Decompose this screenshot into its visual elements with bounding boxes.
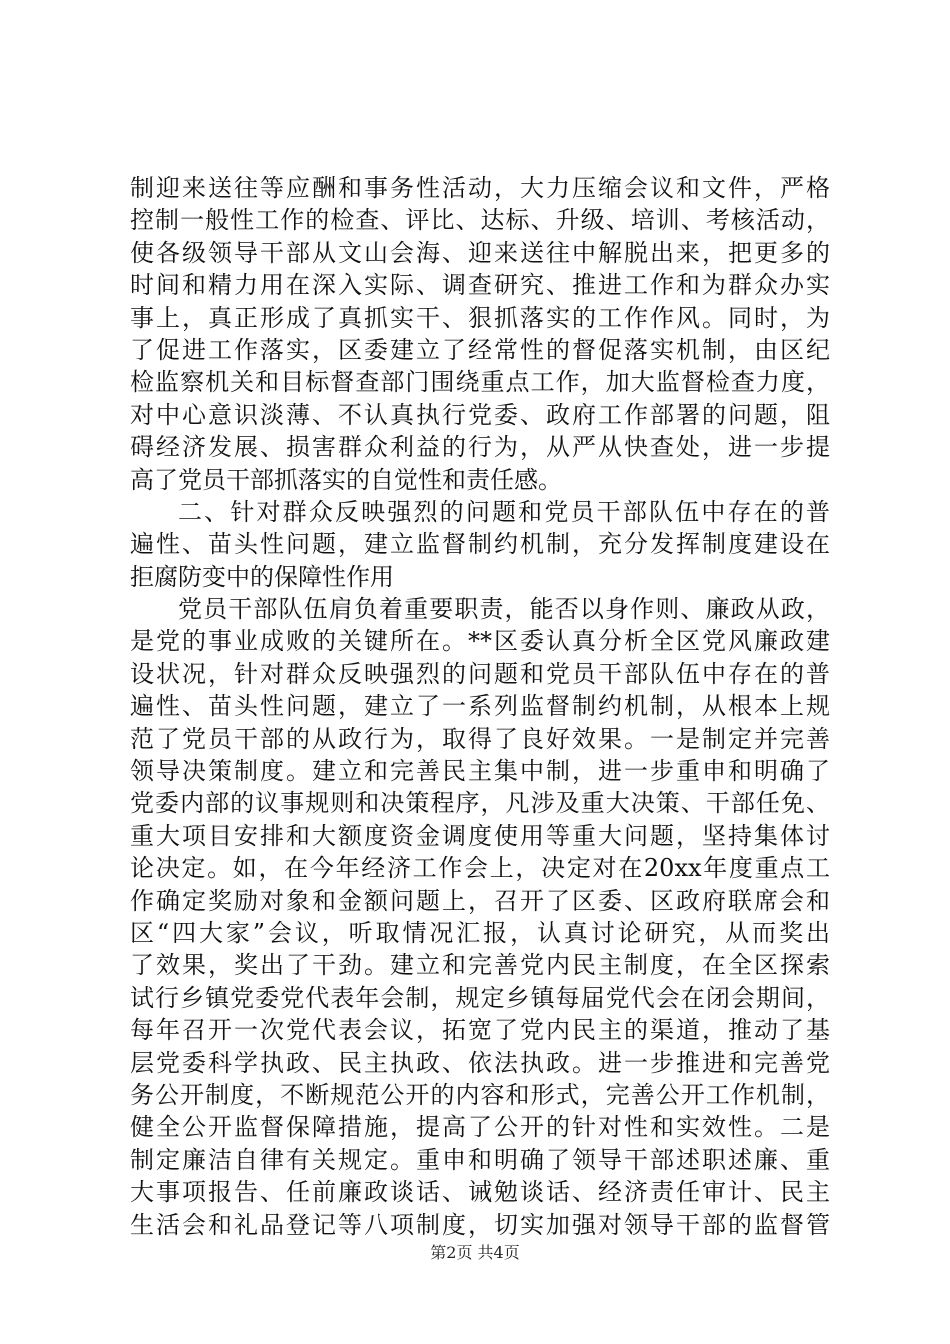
text-line: 时间和精力用在深入实际、调查研究、推进工作和为群众办实 bbox=[130, 271, 830, 300]
text-line: 高了党员干部抓落实的自觉性和责任感。 bbox=[130, 465, 562, 494]
text-line: 碍经济发展、损害群众利益的行为，从严从快查处，进一步提 bbox=[130, 433, 830, 462]
text-line: 党员干部队伍肩负着重要职责，能否以身作则、廉政从政， bbox=[178, 595, 830, 624]
section-heading-line: 拒腐防变中的保障性作用 bbox=[130, 562, 394, 591]
text-line: 大事项报告、任前廉政谈话、诫勉谈话、经济责任审计、民主 bbox=[130, 1178, 830, 1207]
text-line: 范了党员干部的从政行为，取得了良好效果。一是制定并完善 bbox=[130, 724, 830, 753]
text-line: 每年召开一次党代表会议，拓宽了党内民主的渠道，推动了基 bbox=[130, 1016, 830, 1045]
text-line: 务公开制度，不断规范公开的内容和形式，完善公开工作机制， bbox=[130, 1080, 830, 1109]
text-line: 了效果，奖出了干劲。建立和完善党内民主制度，在全区探索 bbox=[130, 951, 830, 980]
text-line: 试行乡镇党委党代表年会制，规定乡镇每届党代会在闭会期间， bbox=[130, 983, 830, 1012]
section-heading-line: 二、针对群众反映强烈的问题和党员干部队伍中存在的普 bbox=[178, 497, 830, 526]
text-line: 控制一般性工作的检查、评比、达标、升级、培训、考核活动， bbox=[130, 206, 830, 235]
text-line: 检监察机关和目标督查部门围绕重点工作，加大监督检查力度， bbox=[130, 368, 830, 397]
text-line: 层党委科学执政、民主执政、依法执政。进一步推进和完善党 bbox=[130, 1048, 830, 1077]
text-line: 区“四大家”会议，听取情况汇报，认真讨论研究，从而奖出 bbox=[130, 918, 830, 947]
text-line: 作确定奖励对象和金额问题上，召开了区委、区政府联席会和 bbox=[130, 886, 830, 915]
text-line: 生活会和礼品登记等八项制度，切实加强对领导干部的监督管 bbox=[130, 1210, 830, 1239]
text-line: 是党的事业成败的关键所在。**区委认真分析全区党风廉政建 bbox=[130, 627, 830, 656]
text-line: 制迎来送往等应酬和事务性活动，大力压缩会议和文件，严格 bbox=[130, 174, 830, 202]
text-line: 健全公开监督保障措施，提高了公开的针对性和实效性。二是 bbox=[130, 1113, 830, 1142]
section-heading-line: 遍性、苗头性问题，建立监督制约机制，充分发挥制度建设在 bbox=[130, 530, 830, 559]
page-number-footer: 第2页 共4页 bbox=[430, 1243, 520, 1262]
text-line: 对中心意识淡薄、不认真执行党委、政府工作部署的问题，阻 bbox=[130, 400, 830, 429]
text-line: 论决定。如，在今年经济工作会上，决定对在20xx年度重点工 bbox=[130, 854, 830, 883]
text-line: 党委内部的议事规则和决策程序，凡涉及重大决策、干部任免、 bbox=[130, 789, 830, 818]
text-line: 制定廉洁自律有关规定。重申和明确了领导干部述职述廉、重 bbox=[130, 1145, 830, 1174]
text-line: 事上，真正形成了真抓实干、狠抓落实的工作作风。同时，为 bbox=[130, 303, 830, 332]
body-text bbox=[130, 172, 830, 1241]
text-line: 重大项目安排和大额度资金调度使用等重大问题，坚持集体讨 bbox=[130, 821, 830, 850]
text-line: 领导决策制度。建立和完善民主集中制，进一步重申和明确了 bbox=[130, 757, 830, 786]
text-line: 使各级领导干部从文山会海、迎来送往中解脱出来，把更多的 bbox=[130, 238, 830, 267]
text-line: 遍性、苗头性问题，建立了一系列监督制约机制，从根本上规 bbox=[130, 692, 830, 721]
text-line: 了促进工作落实，区委建立了经常性的督促落实机制，由区纪 bbox=[130, 335, 830, 364]
text-line: 设状况，针对群众反映强烈的问题和党员干部队伍中存在的普 bbox=[130, 659, 830, 688]
